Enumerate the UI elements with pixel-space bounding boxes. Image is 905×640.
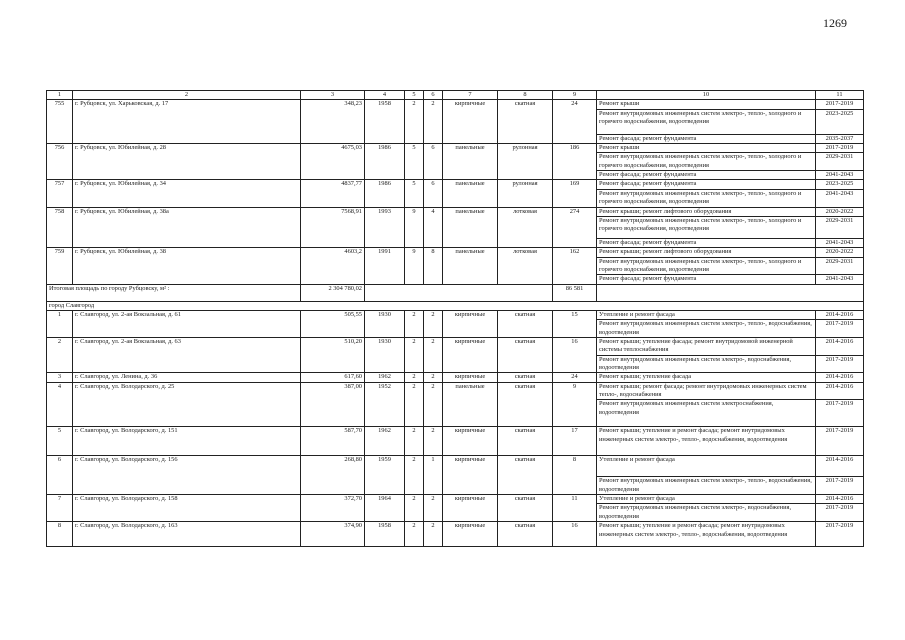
work-period: 2035-2037 [816,134,864,143]
floors: 2 [405,100,424,144]
residents: 169 [553,180,597,207]
build-year: 1959 [365,456,405,495]
work-period: 2020-2022 [816,207,864,216]
work-type: Ремонт крыши [597,143,816,152]
residents: 24 [553,373,597,382]
entrances: 4 [424,207,443,248]
table-row [47,522,864,547]
table-row [47,494,864,503]
column-number: 6 [424,91,443,100]
work-type: Ремонт крыши; ремонт лифтового оборудования [597,207,816,216]
work-type: Ремонт фасада; ремонт фундамента [597,238,816,247]
build-year: 1930 [365,310,405,337]
address: г. Рубцовск, ул. Юбилейная, д. 28 [73,143,301,179]
table-row [47,100,864,109]
work-period: 2023-2025 [816,180,864,189]
total-row [47,284,864,301]
floors: 2 [405,373,424,382]
wall-material: кирпичные [443,494,498,521]
table-row [47,456,864,477]
residents: 274 [553,207,597,248]
column-number: 8 [498,91,553,100]
row-number: 4 [47,382,73,427]
wall-material: панельные [443,207,498,248]
floors: 2 [405,456,424,495]
wall-material: кирпичные [443,337,498,372]
residents: 17 [553,427,597,456]
row-number: 1 [47,310,73,337]
column-number: 10 [597,91,816,100]
work-period: 2041-2043 [816,238,864,247]
table-row [47,382,864,400]
total-area: 505,55 [301,310,365,337]
build-year: 1993 [365,207,405,248]
address: г. Рубцовск, ул. Харьковская, д. 17 [73,100,301,144]
total-area: 7568,91 [301,207,365,248]
work-type: Ремонт крыши; ремонт лифтового оборудования [597,248,816,257]
work-type: Ремонт внутридомовых инженерных систем электро-, тепло-, холодного и горячего водоснабжения, водоотведения [597,153,816,171]
work-period: 2029-2031 [816,216,864,238]
total-empty [365,284,553,301]
row-number: 8 [47,522,73,547]
wall-material: панельные [443,143,498,179]
capital-repair-table [46,90,864,547]
address: г. Славгород, ул. Володарского, д. 151 [73,427,301,456]
column-number: 2 [73,91,301,100]
address: г. Рубцовск, ул. Юбилейная, д. 38 [73,248,301,284]
work-type: Ремонт крыши; ремонт фасада; ремонт внутридомовых инженерных систем тепло-, водоснабжения [597,382,816,400]
row-number: 3 [47,373,73,382]
work-type: Ремонт крыши; утепление фасада; ремонт внутридомовой инженерной системы теплоснабжения [597,337,816,355]
work-type: Ремонт фасада; ремонт фундамента [597,170,816,179]
row-number: 7 [47,494,73,521]
wall-material: панельные [443,180,498,207]
work-type: Ремонт внутридомовых инженерных систем электро-, тепло-, водоснабжения, водоотведения [597,477,816,495]
total-area: 617,60 [301,373,365,382]
city-header-row [47,301,864,310]
column-number: 1 [47,91,73,100]
roof-type: рулонная [498,180,553,207]
work-period: 2017-2019 [816,522,864,547]
table-row [47,310,864,319]
residents: 162 [553,248,597,284]
work-type: Ремонт фасада; ремонт фундамента [597,275,816,284]
roof-type: лотковая [498,207,553,248]
wall-material: панельные [443,248,498,284]
city-name: город Славгород [47,301,864,310]
address: г. Славгород, ул. Володарского, д. 156 [73,456,301,495]
table-row [47,373,864,382]
floors: 2 [405,337,424,372]
total-residents: 86 581 [553,284,597,301]
roof-type: рулонная [498,143,553,179]
work-period: 2017-2019 [816,504,864,522]
residents: 16 [553,522,597,547]
table-row [47,427,864,456]
work-type: Ремонт крыши [597,100,816,109]
work-period: 2017-2019 [816,355,864,373]
roof-type: скатная [498,373,553,382]
total-area: 4603,2 [301,248,365,284]
work-type: Ремонт внутридомовых инженерных систем электро-, тепло-, водоснабжения, водоотведения [597,320,816,338]
work-period: 2017-2019 [816,477,864,495]
entrances: 2 [424,310,443,337]
total-label: Итоговая площадь по городу Рубцовску, м² : [47,284,301,301]
address: г. Рубцовск, ул. Юбилейная, д. 34 [73,180,301,207]
floors: 2 [405,382,424,427]
build-year: 1986 [365,180,405,207]
column-number-row [47,91,864,100]
entrances: 6 [424,180,443,207]
floors: 2 [405,494,424,521]
floors: 2 [405,427,424,456]
work-period: 2014-2016 [816,494,864,503]
total-area: 268,80 [301,456,365,495]
table-row [47,143,864,152]
work-period: 2014-2016 [816,373,864,382]
residents: 186 [553,143,597,179]
address: г. Славгород, ул. Володарского, д. 25 [73,382,301,427]
row-number: 759 [47,248,73,284]
page-number: 1269 [823,16,847,30]
work-type: Утепление и ремонт фасада [597,310,816,319]
address: г. Славгород, ул. 2-ая Вокзальная, д. 61 [73,310,301,337]
wall-material: кирпичные [443,456,498,495]
roof-type: скатная [498,456,553,495]
address: г. Славгород, ул. Володарского, д. 163 [73,522,301,547]
address: г. Рубцовск, ул. Юбилейная, д. 38а [73,207,301,248]
wall-material: кирпичные [443,522,498,547]
entrances: 2 [424,100,443,144]
total-area: 510,20 [301,337,365,372]
work-period: 2014-2016 [816,456,864,477]
work-type: Ремонт внутридомовых инженерных систем электро-, тепло-, холодного и горячего водоснабжения, водоотведения [597,216,816,238]
roof-type: скатная [498,100,553,144]
work-type: Ремонт крыши; утепление фасада [597,373,816,382]
work-type: Ремонт внутридомовых инженерных систем электро-, тепло-, холодного и горячего водоснабжения, водоотведения [597,189,816,207]
table-row [47,207,864,216]
row-number: 2 [47,337,73,372]
work-type: Ремонт внутридомовых инженерных систем электро-, тепло-, холодного и горячего водоснабжения, водоотведения [597,109,816,134]
roof-type: скатная [498,310,553,337]
address: г. Славгород, ул. 2-ая Вокзальная, д. 63 [73,337,301,372]
work-period: 2017-2019 [816,427,864,456]
entrances: 2 [424,337,443,372]
work-period: 2017-2019 [816,143,864,152]
floors: 2 [405,522,424,547]
column-number: 4 [365,91,405,100]
row-number: 6 [47,456,73,495]
work-period: 2023-2025 [816,109,864,134]
row-number: 755 [47,100,73,144]
entrances: 8 [424,248,443,284]
build-year: 1958 [365,100,405,144]
total-area: 372,70 [301,494,365,521]
work-period: 2017-2019 [816,400,864,427]
wall-material: кирпичные [443,100,498,144]
work-type: Ремонт крыши; утепление и ремонт фасада; ремонт внутридомовых инженерных систем электро-, тепло-, водоснабжения, водоотведения [597,522,816,547]
table-row [47,248,864,257]
column-number: 5 [405,91,424,100]
work-type: Ремонт внутридомовых инженерных систем электро-, водоснабжения, водоотведения [597,355,816,373]
address: г. Славгород, ул. Ленина, д. 36 [73,373,301,382]
work-period: 2017-2019 [816,100,864,109]
entrances: 2 [424,382,443,427]
roof-type: скатная [498,427,553,456]
row-number: 757 [47,180,73,207]
floors: 9 [405,248,424,284]
work-type: Утепление и ремонт фасада [597,456,816,477]
work-type: Ремонт внутридомовых инженерных систем электро-, тепло-, холодного и горячего водоснабжения, водоотведения [597,257,816,275]
total-area: 4675,03 [301,143,365,179]
residents: 16 [553,337,597,372]
work-type: Ремонт фасада; ремонт фундамента [597,134,816,143]
build-year: 1962 [365,373,405,382]
build-year: 1991 [365,248,405,284]
work-type: Ремонт внутридомовых инженерных систем электроснабжения, водоотведения [597,400,816,427]
build-year: 1958 [365,522,405,547]
total-area: 374,90 [301,522,365,547]
work-period: 2014-2016 [816,337,864,355]
column-number: 7 [443,91,498,100]
total-empty [597,284,864,301]
total-area: 587,70 [301,427,365,456]
roof-type: скатная [498,494,553,521]
build-year: 1930 [365,337,405,372]
roof-type: скатная [498,382,553,427]
work-type: Ремонт фасада; ремонт фундамента [597,180,816,189]
address: г. Славгород, ул. Володарского, д. 158 [73,494,301,521]
wall-material: панельные [443,382,498,427]
column-number: 9 [553,91,597,100]
work-period: 2020-2022 [816,248,864,257]
column-number: 11 [816,91,864,100]
work-type: Утепление и ремонт фасада [597,494,816,503]
table-row [47,180,864,189]
work-period: 2014-2016 [816,310,864,319]
row-number: 5 [47,427,73,456]
total-area: 4837,77 [301,180,365,207]
residents: 8 [553,456,597,495]
total-area: 348,23 [301,100,365,144]
entrances: 6 [424,143,443,179]
work-period: 2041-2043 [816,170,864,179]
build-year: 1964 [365,494,405,521]
wall-material: кирпичные [443,310,498,337]
work-type: Ремонт внутридомовых инженерных систем электро-, водоснабжения, водоотведения [597,504,816,522]
work-period: 2029-2031 [816,257,864,275]
work-type: Ремонт крыши; утепление и ремонт фасада; ремонт внутридомовых инженерных систем электро-, тепло-, водоснабжения, водоотведения [597,427,816,456]
floors: 5 [405,143,424,179]
entrances: 2 [424,373,443,382]
residents: 11 [553,494,597,521]
work-period: 2017-2019 [816,320,864,338]
table-row [47,337,864,355]
roof-type: скатная [498,337,553,372]
residents: 15 [553,310,597,337]
floors: 2 [405,310,424,337]
work-period: 2029-2031 [816,153,864,171]
total-area: 2 304 780,02 [301,284,365,301]
work-period: 2041-2043 [816,189,864,207]
floors: 9 [405,207,424,248]
entrances: 2 [424,427,443,456]
entrances: 2 [424,522,443,547]
build-year: 1952 [365,382,405,427]
row-number: 758 [47,207,73,248]
build-year: 1962 [365,427,405,456]
wall-material: кирпичные [443,427,498,456]
residents: 9 [553,382,597,427]
residents: 24 [553,100,597,144]
build-year: 1986 [365,143,405,179]
wall-material: кирпичные [443,373,498,382]
row-number: 756 [47,143,73,179]
entrances: 1 [424,456,443,495]
entrances: 2 [424,494,443,521]
work-period: 2041-2043 [816,275,864,284]
column-number: 3 [301,91,365,100]
roof-type: скатная [498,522,553,547]
total-area: 387,00 [301,382,365,427]
work-period: 2014-2016 [816,382,864,400]
floors: 5 [405,180,424,207]
roof-type: лотковая [498,248,553,284]
